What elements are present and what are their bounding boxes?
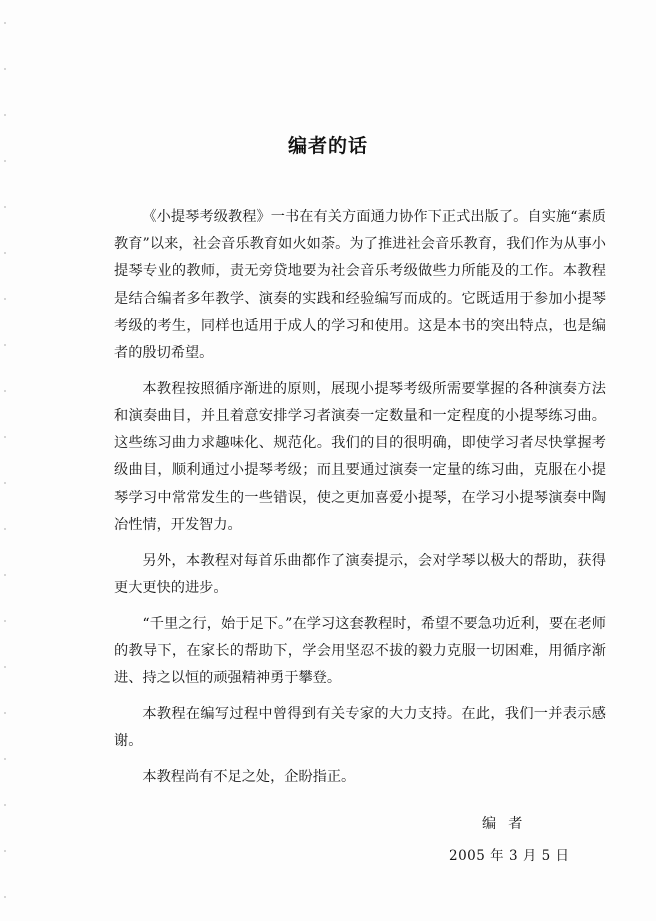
- paragraph: 另外，本教程对每首乐曲都作了演奏提示，会对学琴以极大的帮助，获得更大更快的进步。: [114, 552, 606, 596]
- body-text: [114, 204, 606, 800]
- paragraph: 本教程在编写过程中曾得到有关专家的大力支持。在此，我们一并表示感谢。: [114, 705, 606, 750]
- date-line: 2005 年 3 月 5 日: [449, 848, 570, 864]
- paragraph: “千里之行，始于足下。”在学习这套教程时，希望不要急功近利，要在老师的教导下，在家长的帮助下，学会用坚忍不拔的毅力克服一切困难，用循序渐进、持之以恒的顽强精神勇于攀登。: [114, 615, 606, 687]
- author-signature: 编者: [482, 816, 535, 832]
- page-title: 编者的话: [287, 135, 368, 157]
- paragraph: 本教程尚有不足之处，企盼指正。: [142, 768, 356, 785]
- paragraph: 《小提琴考级教程》一书在有关方面通力协作下正式出版了。自实施“素质教育”以来，社会音乐教育如火如荼。为了推进社会音乐教育，我们作为从事小提琴专业的教师，责无旁贷地要为社会音乐考级做些力所能及的工作。本教程是结合编者多年教学、演奏的实践和经验编写而成的。它既适用于参加小提琴考级的考生，同样也适用于成人的学习和使用。这是本书的突出特点，也是编者的殷切希望。: [114, 209, 606, 362]
- paragraph: 本教程按照循序渐进的原则，展现小提琴考级所需要掌握的各种演奏方法和演奏曲目，并且着意安排学习者演奏一定数量和一定程度的小提琴练习曲。这些练习曲力求趣味化、规范化。我们的目的很明确，即使学习者尽快掌握考级曲目，顺利通过小提琴考级；而且要通过演奏一定量的练习曲，克服在小提琴学习中常常发生的一些错误，使之更加喜爱小提琴，在学习小提琴演奏中陶冶性情，开发智力。: [114, 380, 606, 533]
